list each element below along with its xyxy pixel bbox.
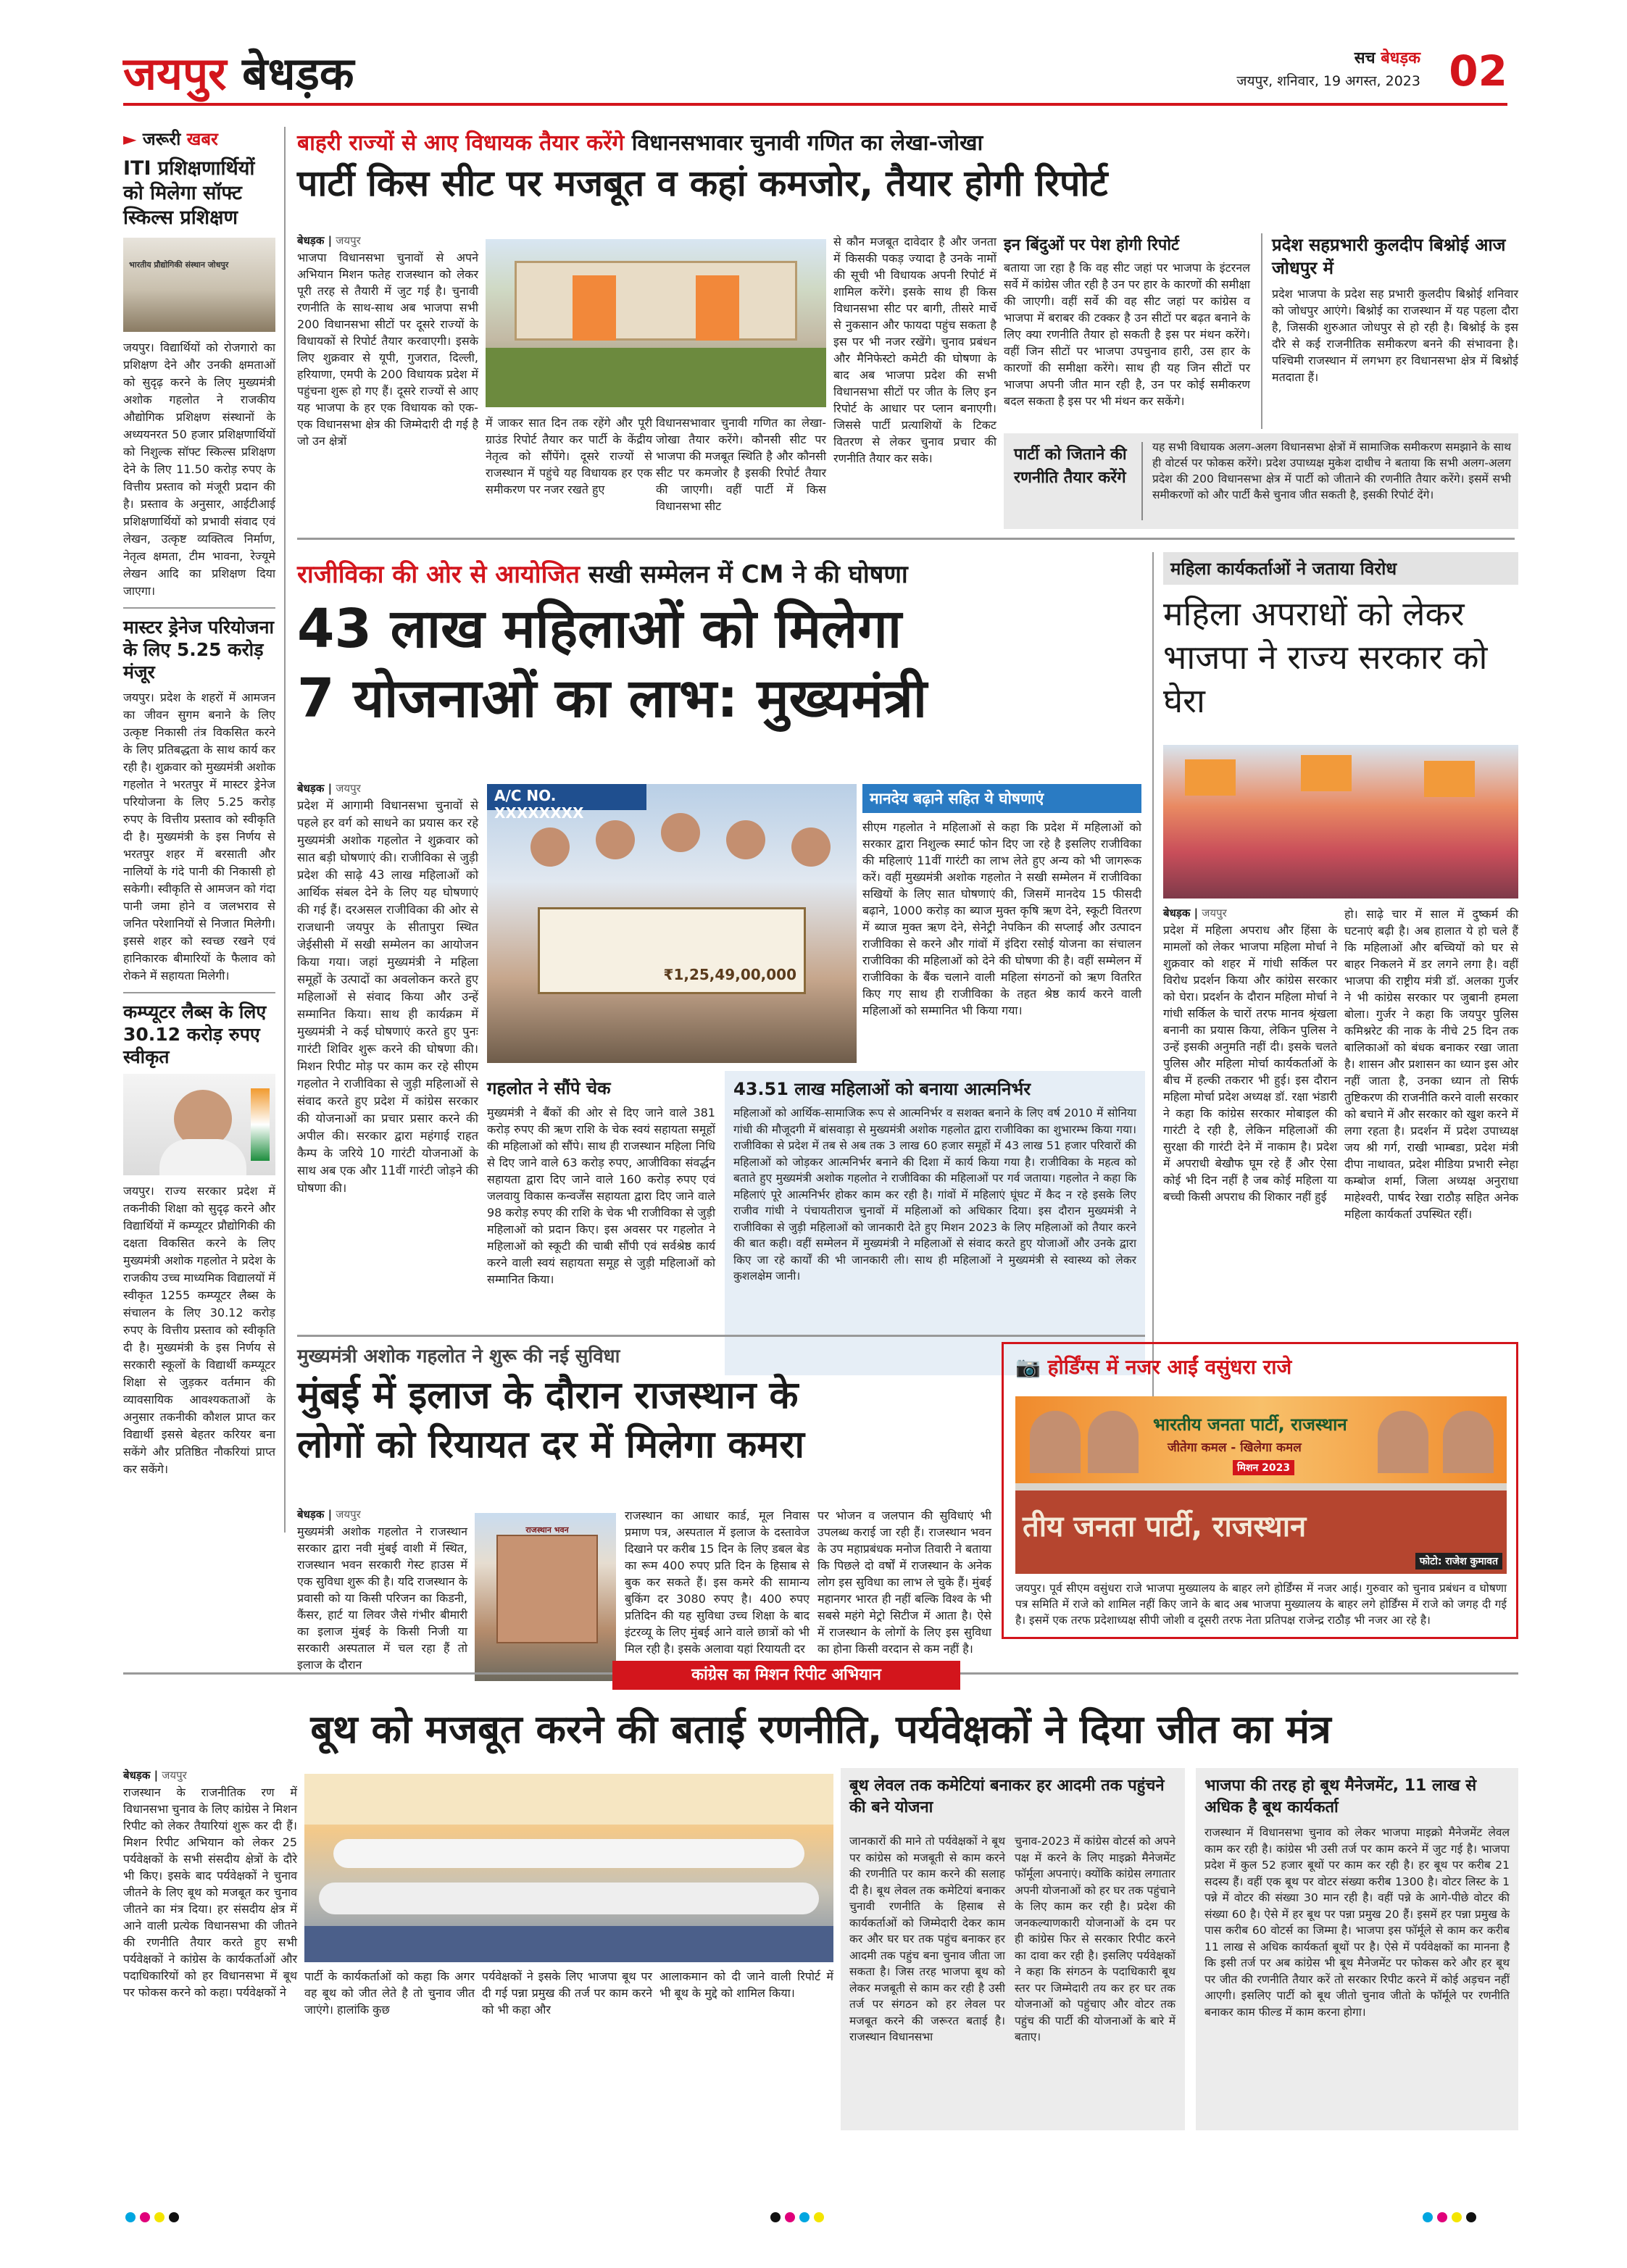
bhawan-sign: राजस्थान भवन	[525, 1525, 569, 1535]
cm-aatm-box: 43.51 लाख महिलाओं को बनाया आत्मनिर्भर महिलाओं को आर्थिक-सामाजिक रूप से आत्मनिर्भर व सशक्त बनाने के लिए वर्ष 2010 में सोनिया गांधी की मौजूदगी में बांसवाड़ा से मुख्यमंत्री अशोक गहलोत द्वारा राजीविका का शुभारम्भ किया गया। राजीविका से प्रदेश में तब से अब तक 3 लाख 60 हजार समूहों में 43 लाख 51 हजार परिवारों की महिलाओं को जोड़कर आत्मनिर्भर बनाने की दिशा में कार्य किया गया है। राजीविका के महत्व को बताते हुए मुख्यमंत्री अशोक गहलोत ने राजीविका की महिलाओं पर गर्व जताया। गहलोत ने कहा कि महिलाएं पूरे आत्मनिर्भर होकर काम कर रही है। गांवों में महिलाएं घूंघट में कैद न रहे इसके लिए राजीव गांधी ने पंचायतीराज चुनावों में महिलाओं को अधिकार दिया। इस दौरान मुख्यमंत्री ने राजीविका से जुड़ी महिलाओं को जानकारी देते हुए मिशन 2023 के लिए महिलाओं को तैयार करने की बात कही। वहीं सम्मेलन में मुख्यमंत्री ने महिलाओं से संवाद करते हुए योजाओं और उनके द्वारा किए जा रहे कार्यों की भी जानकारी ली। साथ ही महिलाओं ने मुख्यमंत्री से स्वास्थ्य को लेकर कुशलक्षेम जानी।	[725, 1071, 1145, 1375]
congress-meeting-photo	[304, 1774, 833, 1962]
masthead-rule	[123, 103, 1507, 106]
congress-box-1-head: बूथ लेवल तक कमेटियां बनाकर हर आदमी तक पहुंचने की बने योजना	[849, 1777, 1165, 1817]
bjp-strategy-body: यह सभी विधायक अलग-अलग विधानसभा क्षेत्रों में सामाजिक समीकरण समझाने के साथ ही वोटर्स पर फोकस करेंगे। प्रदेश उपाध्यक्ष मुकेश दाधीच ने बताया कि सभी अलग-अलग प्रदेश की 200 विधानसभा क्षेत्र में पार्टी को जीताने की रणनीति तैयार करेंगे। इसमें सभी समीकरणों को और पार्टी कैसे चुनाव जीत सकती है, इसकी रिपोर्ट देंगे।	[1152, 441, 1511, 501]
person-1	[530, 827, 570, 867]
women-col-2: हो। साढ़े चार में साल में दुष्कर्म की घटनाएं बढ़ी है। अब हालात ये हो चले हैं कि महिलाओं और बच्चियों को घर से बाहर निकलने में डर लगने लगा है। वहीं भाजपा की राष्ट्रीय मंत्री डॉ. अलका गुर्जर ने भी कांग्रेस सरकार पर जुबानी हमला बोला। गुर्जर ने कहा कि जयपुर पुलिस कमिश्नरेट की नाक के नीचे 25 दिन तक बालिकाओं को बंधक बनाकर रखा जाता है। शासन और प्रशासन का ध्यान इस ओर नहीं जाता है, उनका ध्यान तो सिर्फ तुष्टिकरण की राजनीति करने वाली सरकार को बचाने में और सरकार को खुश करने में लगा रहता है। प्रदर्शन में प्रदेश उपाध्यक्ष जय श्री गर्ग, राखी भाम्बडा, प्रदेश मंत्री दीपा नाथावत, प्रदेश मीडिया प्रभारी स्नेहा कम्बोज शर्मा, जिला अध्यक्ष अनुराधा माहेश्वरी, पार्षद रेखा राठौड़ सहित अनेक महिला कार्यकर्ता उपस्थित रहीं।	[1344, 907, 1518, 1221]
yellow-dot	[154, 2212, 165, 2222]
sidebar-headline-2: मास्टर ड्रेनेज परियोजना के लिए 5.25 करोड़ मंजूर	[123, 617, 274, 683]
vasundhara-headline: 📷 होर्डिंग्स में नजर आईं वसुंधरा राजे	[1015, 1355, 1292, 1379]
placard-3	[1424, 761, 1475, 797]
cheque-amount: ₹1,25,49,00,000	[663, 966, 796, 983]
masthead	[123, 36, 1507, 116]
magenta-dot	[140, 2212, 150, 2222]
vasundhara-caption: जयपुर। पूर्व सीएम वसुंधरा राजे भाजपा मुख्यालय के बाहर लगे होर्डिंग्स में नजर आई। गुरुवार को चुनाव प्रबंधन व घोषणा पत्र समिति में राजे को शामिल नहीं किए जाने के बाद अब भाजपा मुख्यालय के बाहर लगे होर्डिंग्स में राजे को जगह दी गई है। इसमें एक तरफ प्रदेशाध्यक्ष सीपी जोशी व दूसरी तरफ नेता प्रतिपक्ष राजेन्द्र राठौड़ भी नजर आ रहे है।	[1015, 1582, 1507, 1627]
mumbai-kicker: मुख्यमंत्री अशोक गहलोत ने शुरू की नई सुविधा	[297, 1346, 620, 1367]
portrait-body	[159, 1139, 246, 1175]
cm-cheque-photo	[487, 784, 857, 1063]
sidebar-story-2-body: जयपुर। प्रदेश के शहरों में आमजन का जीवन सुगम बनाने के लिए उत्कृष्ट निकासी तंत्र विकसित करने के लिए प्रतिबद्धता के साथ कार्य कर रही है। शुक्रवार को मुख्यमंत्री अशोक गहलोत ने भरतपुर में मास्टर ड्रेनेज परियोजना के लिए 5.25 करोड़ रुपए के वित्तीय प्रस्ताव को स्वीकृति दी है। मुख्यमंत्री के इस निर्णय से भरतपुर शहर में बरसाती और नालियों के गंदे पानी की निकासी हो सकेगी। स्वीकृति से आमजन को गंदा पानी जमा होने व जलभराव से जनित परेशानियों से निजात मिलेगी। इससे शहर को स्वच्छ रखने एवं हानिकारक बीमारियों के फैलाव को रोकने में सहायता मिलेगी।	[123, 691, 275, 983]
women-protest-photo	[1163, 745, 1518, 899]
congress-col-1: बेधड़क | जयपुर राजस्थान के राजनीतिक रण में विधानसभा चुनाव के लिए कांग्रेस ने मिशन रिपीट को लेकर तैयारियां शुरू कर दी हैं। मिशन रिपीट अभियान को लेकर 25 पर्यवेक्षकों के सभी संसदीय क्षेत्रों के दौरे भी किए। इसके बाद पर्यवेक्षकों ने चुनाव जीतने के लिए बूथ को मजबूत कर चुनाव जीतने का मंत्र दिया। हर संसदीय क्षेत्र में आने वाली प्रत्येक विधानसभा की जीतने की रणनीति तैयार करते हुए सभी पर्यवेक्षकों ने कांग्रेस के कार्यकर्ताओं और पदाधिकारियों को हर विधानसभा में बूथ पर फोकस करने को कहा। पर्यवेक्षकों ने	[123, 1769, 297, 1999]
sidebar-headline-1: ITI प्रशिक्षणार्थियों को मिलेगा सॉफ्ट स्किल्स प्रशिक्षण	[123, 157, 255, 229]
cheque-board	[538, 907, 806, 994]
sidebar-headline-3: कम्प्यूटर लैब्स के लिए 30.12 करोड़ रुपए स्वीकृत	[123, 1001, 267, 1067]
mumbai-story-head	[297, 1342, 993, 1469]
lawn-shape	[486, 348, 826, 407]
congress-col-3: पर्यवेक्षकों ने इसके लिए भाजपा बूथ पर दी गई पन्ना प्रमुख की तर्ज पर काम करने को भी कहा और	[482, 1969, 652, 2017]
sidebar-story-1-body: जयपुर। विद्यार्थियों को रोजगारो का प्रशिक्षण देने और उनकी क्षमताओं को सुदृढ़ करने के लिए मुख्यमंत्री अशोक गहलोत ने राजकीय औद्योगिक प्रशिक्षण संस्थानों के अध्ययनरत 50 हजार प्रशिक्षणार्थियों को निशुल्क सॉफ्ट स्किल्स प्रशिक्षण देने के लिए 11.50 करोड़ रुपए के वित्तीय प्रस्ताव को मंजूरी प्रदान की है। प्रस्ताव के अनुसार, आईटीआई प्रशिक्षणार्थियों को प्रभावी संवाद एवं लेखन, उत्कृष्ट व्यक्तित्व निर्माण, नेतृत्व क्षमता, टीम भावना, रेज्यूमे लेखन आदि का प्रशिक्षण दिया जाएगा।	[123, 341, 275, 598]
bjp-col-2: में जाकर सात दिन तक रहेंगे और पूरी ग्राउंड रिपोर्ट तैयार कर पार्टी के केंद्रीय नेतृत्व को सौंपेंगे। दूसरे राज्यों से राजस्थान में पहुंचे यह विधायक हर एक समीकरण पर नजर रखते हुए	[486, 416, 652, 496]
mumbai-headline-1: मुंबई में इलाज के दौरान राजस्थान के	[297, 1374, 799, 1417]
cm-cheque-section: गहलोत ने सौंपे चेक मुख्यमंत्री ने बैंकों की ओर से दिए जाने वाले 381 करोड़ रुपए की ऋण राशि के चेक स्वयं सहायता समूहों की महिलाओं को सौंपे। साथ ही राजस्थान महिला निधि से दिए जाने वाले 63 करोड़ रुपए, आजीविका संवर्द्धन सहायता द्वारा दिए जाने वाले 160 करोड़ रुपए एवं जलवायु विकास कन्वर्जेंस सहायता द्वारा दिए जाने वाले 98 करोड़ रुपए की राशि के चेक भी राजीविका से जुड़ी महिलाओं को प्रदान किए। इस अवसर पर गहलोत ने महिलाओं को स्कूटी की चाबी सौंपी एवं सर्वश्रेष्ठ कार्य करने वाली स्वयं सहायता समूह से जुड़ी महिलाओं को सम्मानित किया।	[487, 1076, 715, 1288]
cm-headline-2: 7 योजनाओं का लाभ: मुख्यमंत्री	[297, 667, 928, 730]
kuldeep-headline: प्रदेश सहप्रभारी कुलदीप बिश्नोई आज जोधपुर में	[1272, 235, 1506, 278]
photo-credit: फोटो: राजेश कुमावत	[1415, 1553, 1502, 1569]
dateline: जयपुर, शनिवार, 19 अगस्त, 2023	[1236, 73, 1420, 89]
mumbai-col-3: पर भोजन व जलपान की सुविधाएं भी उपलब्ध कराई जा रही हैं। राजस्थान भवन के उप महाप्रबंधक मनोज तिवारी ने बताया कि पिछले दो वर्षों में राजस्थान के अनेक लोग इस सुविधा का लाभ ले चुके हैं। मुंबई महानगर भारत ही नहीं बल्कि विश्व के भी सबसे महंगे मेट्रो सिटीज में आता है। ऐसे में राजस्थान के लोगों के लिए इस सुविधा का होना किसी वरदान से कम नहीं है।	[817, 1509, 991, 1656]
hoarding-person-4	[1443, 1411, 1494, 1473]
cm-announce-section: मानदेय बढ़ाने सहित ये घोषणाएं सीएम गहलोत ने महिलाओं से कहा कि प्रदेश में महिलाओं को सरकार द्वारा निशुल्क स्मार्ट फोन दिए जा रहे है इसलिए राजीविका की महिलाएं 11वीं गारंटी का लाभ लेते हुए अन्य को भी जागरूक करें। वहीं मुख्यमंत्री अशोक गहलोत ने सखी सम्मेलन में राजीविका सखियों के लिए सात घोषणाएं की, जिसमें मानदेय 15 फीसदी बढ़ाने, 1000 करोड़ का ब्याज मुक्त कृषि ऋण देने, स्कूटी वितरण में ब्याज मुक्त ऋण देने, सेनेट्री नेपकिन की सप्लाई और उत्पादन राजीविका से करने और गांवों में इंदिरा रसोई योजना का संचालन राजीविका की महिलाओं को देने की घोषणा की है। वहीं सम्मेलन में राजीविका के बैंक चलाने वाली महिला संगठनों को ऋण वितरित किए गए साथ ही राजीविका के तहत श्रेष्ठ कार्य करने वाली महिलाओं को सम्मानित भी किया गया।	[862, 784, 1141, 1019]
building-text: तीय जनता पार्टी, राजस्थान	[1023, 1510, 1307, 1543]
hoarding-board	[1015, 1396, 1507, 1483]
congress-box-2-head: भाजपा की तरह हो बूथ मैनेजमेंट, 11 लाख से अधिक है बूथ कार्यकर्ता	[1204, 1777, 1477, 1817]
page-number: 02	[1449, 46, 1507, 96]
vasundhara-box	[1002, 1342, 1518, 1639]
bjp-office-photo	[486, 239, 826, 407]
congress-box-2: भाजपा की तरह हो बूथ मैनेजमेंट, 11 लाख से अधिक है बूथ कार्यकर्ता राजस्थान में विधानसभा चुनाव को लेकर भाजपा माइक्रो मैनेजमेंट लेवल काम कर रही है। कांग्रेस भी उसी तर्ज पर काम करने में जुट गई है। भाजपा प्रदेश में कुल 52 हजार बूथों पर काम कर रही है। हर बूथ पर करीब 21 सदस्य हैं। वहीं एक बूथ पर वोटर संख्या करीब 1300 है। वोटर लिस्ट के 1 पन्ने में वोटर की संख्या 30 मान रही है। वहीं पन्ने के आगे-पीछे वोटर की संख्या 60 है। ऐसे में हर बूथ पर पन्ना प्रमुख 20 हैं। इसमें हर पन्ना प्रमुख के पास करीब 60 वोटर्स का जिम्मा है। भाजपा इस फॉर्मूले से काम कर करीब 11 लाख से अधिक कार्यकर्ता बूथों पर है। ऐसे में पर्यवेक्षकों का मानना है कि इसी तर्ज पर अब कांग्रेस भी बूथ मैनेजमेंट पर फोकस करे और हर बूथ पर जीत की रणनीति तैयार करें तो सरकार रिपीट करने में कोई अड़चन नहीं आएगी। इसलिए पार्टी को बूथ जीतो चुनाव जीतो के फॉर्मूले पर रणनीति बनाकर काम फील्ड में काम करना होगा।	[1196, 1768, 1518, 2130]
bjp-strategy-label: पार्टी को जिताने की रणनीति तैयार करेंगे	[1014, 446, 1127, 487]
hoarding-title: भारतीय जनता पार्टी, राजस्थान	[1153, 1414, 1347, 1435]
cyan-dot	[125, 2212, 136, 2222]
camera-icon: 📷	[1015, 1355, 1041, 1379]
person-5	[791, 827, 831, 867]
women-col-1: बेधड़क | जयपुर प्रदेश में महिला अपराध और हिंसा के मामलों को लेकर भाजपा महिला मोर्चा ने शुक्रवार को शहर में गांधी सर्किल पर विरोध प्रदर्शन किया और कांग्रेस सरकार को घेरा। प्रदर्शन के दौरान महिला मोर्चा ने गांधी सर्किल के चारों तरफ मानव श्रृंखला बनानी का प्रयास किया, लेकिन पुलिस ने उन्हें इसकी अनुमति नहीं दी। इसके चलते पुलिस और महिला मोर्चा कार्यकर्ताओं के बीच में हल्की तकरार भी हुई। इस दौरान महिला मोर्चा प्रदेश अध्यक्ष डॉ. रक्षा भंडारी ने कहा कि कांग्रेस सरकार मोबाइल की गारंटी दे रही है, लेकिन महिलाओं की सुरक्षा की गारंटी देने में नाकाम है। प्रदेश में अपराधी बेखौफ घूम रहे हैं और ऐसा कोई भी दिन नहीं है जब कोई महिला या बच्ची किसी अपराध की शिकार नहीं हुई	[1163, 906, 1337, 1204]
audience-row-1	[333, 1839, 804, 1868]
byline: बेधड़क | जयपुर	[297, 234, 361, 247]
cm-announce-label: मानदेय बढ़ाने सहित ये घोषणाएं	[862, 784, 1141, 813]
person-2	[596, 820, 635, 859]
section-rule-1	[297, 538, 1515, 540]
masthead-title: जयपुर बेधड़क	[123, 47, 354, 100]
sidebar-photo-1-caption: भारतीय प्रौद्योगिकी संस्थान जोधपुर	[129, 260, 229, 270]
building-shape	[515, 261, 797, 341]
audience-row-2	[319, 1883, 819, 1914]
brand-tag: सच बेधड़क	[1354, 49, 1420, 67]
sidebar	[123, 127, 275, 1851]
flag-banner-right	[696, 275, 739, 341]
women-headline: महिला अपराधों को लेकर भाजपा ने राज्य सरकार को घेरा	[1163, 594, 1488, 720]
print-marks-left	[123, 2211, 181, 2225]
congress-col-2: पार्टी के कार्यकर्ताओं को कहा कि अगर वह बूथ को जीत लेते है तो चुनाव जीत जाएंगे। हालांकि कुछ	[304, 1969, 475, 2017]
congress-banner: कांग्रेस का मिशन रिपीट अभियान	[612, 1661, 960, 1690]
tent-canopy	[304, 1774, 833, 1825]
cm-story-head	[297, 556, 1138, 733]
black-dot	[169, 2212, 179, 2222]
cm-headline-1: 43 लाख महिलाओं को मिलेगा	[297, 598, 902, 660]
hoarding-slogan: जीतेगा कमल - खिलेगा कमल	[1168, 1441, 1302, 1455]
print-marks-right	[1420, 2211, 1478, 2225]
cm-cheque-head: गहलोत ने सौंपे चेक	[487, 1078, 611, 1098]
placard-2	[1301, 755, 1352, 791]
bjp-headline: पार्टी किस सीट पर मजबूत व कहां कमजोर, तैयार होगी रिपोर्ट	[297, 162, 1108, 204]
bjp-col-1: बेधड़क | जयपुर भाजपा विधानसभा चुनावों से अपने अभियान मिशन फतेह राजस्थान को लेकर पूरी तरह से तैयारी में जुट गई है। चुनावी रणनीति के साथ-साथ अब भाजपा सभी 200 विधानसभा सीटों पर दूसरे राज्यों के विधायकों से रिपोर्ट तैयार करवाएगी। इसके लिए शुक्रवार से यूपी, गुजरात, दिल्ली, हरियाणा, एमपी के 200 विधायक प्रदेश में पहुंचना शुरू हो गए हैं। दूसरे राज्यों से आए यह भाजपा के हर एक विधायक को एक-एक विधानसभा क्षेत्र की जिम्मेदारी दी गई है जो उन क्षेत्रों	[297, 234, 478, 448]
bjp-strategy-box	[1004, 433, 1518, 529]
bjp-sub-section: इन बिंदुओं पर पेश होगी रिपोर्ट बताया जा रहा है कि वह सीट जहां पर भाजपा के इंटरनल सर्वे में कांग्रेस जीत रही है उन पर हार के कारणों की समीक्षा की जाएगी। वहीं सर्वे की वह सीट जहां पर कांग्रेस व भाजपा में बराबर की टक्कर है उन सीटों पर बढ़त बनाने के लिए क्या रणनीति तैयार हो सकती है इस पर मंथन करेंगे। वहीं जिन सीटों पर भाजपा उपचुनाव हारी, उस हार के कारणों की समीक्षा करेंगे। साथ ही यह जिन सीटों पर भाजपा अपनी जीत मान रही है, उन पर कोई समीकरण बदल सकता है इस पर भी मंथन कर सकेंगे।	[1004, 233, 1250, 409]
cm-kicker: राजीविका की ओर से आयोजित सखी सम्मेलन में CM ने की घोषणा	[297, 560, 908, 589]
bjp-sub-head: इन बिंदुओं पर पेश होगी रिपोर्ट	[1004, 236, 1180, 254]
flag-banner-left	[573, 275, 616, 341]
hoarding-person-2	[1088, 1411, 1139, 1473]
bjp-kicker: बाहरी राज्यों से आए विधायक तैयार करेंगे विधानसभावार चुनावी गणित का लेखा-जोखा	[297, 130, 983, 156]
sidebar-divider-1	[123, 607, 275, 609]
bjp-col-4: से कौन मजबूत दावेदार है और जनता में किसकी पकड़ ज्यादा है उनके नामों की सूची भी विधायक अपनी रिपोर्ट में शामिल करेंगे। इसके साथ ही किस विधानसभा सीट पर बागी, तीसरे मार्चे से नुकसान और फायदा पहुंच सकता है इस पर भी नजर रखेंगे। चुनाव प्रबंधन और मैनिफेस्टो कमेटी की घोषणा के बाद अब भाजपा प्रदेश की सभी विधानसभा सीटों पर जीत के लिए इन रिपोर्ट के आधार पर प्लान बनाएगी। जिससे पार्टी प्रत्याशियों के टिकट वितरण से लेकर चुनाव प्रचार की रणनीति तैयार कर सके।	[833, 235, 996, 465]
building-wall	[1015, 1491, 1507, 1574]
rajasthan-bhawan-photo	[475, 1513, 616, 1681]
audience-row-3	[304, 1926, 833, 1962]
box-divider	[1141, 442, 1143, 520]
person-3	[661, 813, 700, 852]
congress-headline: बूथ को मजबूत करने की बताई रणनीति, पर्यवेक्षकों ने दिया जीत का मंत्र	[310, 1706, 1331, 1752]
building-facade	[496, 1535, 598, 1643]
sidebar-rule	[284, 127, 286, 1533]
mumbai-headline-2: लोगों को रियायत दर में मिलेगा कमरा	[297, 1423, 804, 1467]
bjp-col-3: विधानसभावार चुनावी गणित का लेखा-जोखा तैयार करेंगे। कौनसी सीट पर भाजपा की मजबूत स्थिति है और कौनसी सीट पर कमजोर है इसकी रिपोर्ट तैयार की जाएगी। वहीं पार्टी में किस विधानसभा सीट	[656, 416, 826, 513]
flag-icon	[251, 1088, 270, 1161]
hoarding-person-1	[1030, 1411, 1081, 1473]
sidebar-story-3-body: जयपुर। राज्य सरकार प्रदेश में तकनीकी शिक्षा को सुदृढ़ करने और विद्यार्थियों में कम्प्यूटर प्रौद्योगिकी की दक्षता विकसित करने के लिए मुख्यमंत्री अशोक गहलोत ने प्रदेश के राजकीय उच्च माध्यमिक विद्यालयों में स्वीकृत 1255 कम्प्यूटर लैब्स के संचालन के लिए 30.12 करोड़ रुपए के वित्तीय प्रस्ताव को स्वीकृति दी है। मुख्यमंत्री के इस निर्णय से सरकारी स्कूलों के विद्यार्थी कम्प्यूटर शिक्षा से जुड़कर वर्तमान की व्यावसायिक आवश्यकताओं के अनुसार तकनीकी कौशल प्राप्त कर विद्यार्थी इससे बेहतर करियर बना सकेंगे और प्रतिष्ठित नौकरियां प्राप्त कर सकेंगे।	[123, 1184, 275, 1476]
congress-box-1: बूथ लेवल तक कमेटियां बनाकर हर आदमी तक पहुंचने की बने योजना जानकारों की माने तो पर्यवेक्षकों ने बूथ पर कांग्रेस को मजबूती से काम करने की रणनीति पर काम करने की सलाह दी है। बूथ लेवल तक कमेटियां बनाकर चुनावी रणनीति के हिसाब से कार्यकर्ताओं को जिम्मेदारी देकर काम कर और घर घर तक पहुंच बनाकर हर आदमी तक पहुंच बना चुनाव जीता जा सकता है। जिस तरह भाजपा बूथ को लेकर मजबूती से काम कर रही है उसी तर्ज पर संगठन को हर लेवल पर मजबूत करने की जरूरत बताई है। राजस्थान विधानसभा चुनाव-2023 में कांग्रेस वोटर्स को अपने पक्ष में करने के लिए माइक्रो मैनेजमेंट फॉर्मूला अपनाएं। क्योंकि कांग्रेस लगातार अपनी योजनाओं को हर घर तक पहुंचाने के लिए काम कर रही है। प्रदेश की जनकल्याणकारी योजनाओं के दम पर ही कांग्रेस फिर से सरकार रिपीट करने का दावा कर रही है। इसलिए पर्यवेक्षकों ने कहा कि संगठन के पदाधिकारी बूथ स्तर पर जिम्मेदारी तय कर हर घर तक योजनाओं को पहुंचाए और वोटर तक पहुंच की पार्टी की योजनाओं के बारे में बताए।	[841, 1768, 1185, 2130]
sidebar-photo-1	[123, 238, 275, 332]
women-story	[1163, 552, 1518, 722]
hoarding-year: मिशन 2023	[1233, 1460, 1294, 1475]
kuldeep-story: प्रदेश सहप्रभारी कुलदीप बिश्नोई आज जोधपुर में प्रदेश भाजपा के प्रदेश सह प्रभारी कुलदीप बिश्नोई शनिवार को जोधपुर आएंगे। बिश्नोई का राजस्थान में यह पहला दौरा है, जिसकी शुरुआत जोधपुर से हो रही है। बिश्नोई के इस दौरे से कई राजनीतिक समीकरण बनने की संभावना है। पश्चिमी राजस्थान में लगभग हर विधानसभा क्षेत्र में बिश्नोई मतदाता हैं।	[1272, 235, 1518, 384]
kuldeep-rule	[1261, 233, 1262, 429]
cm-aatm-head: 43.51 लाख महिलाओं को बनाया आत्मनिर्भर	[733, 1079, 1031, 1099]
person-4	[726, 820, 765, 859]
sidebar-divider-2	[123, 992, 275, 993]
sidebar-photo-3	[123, 1074, 275, 1175]
placard-1	[1185, 759, 1236, 796]
mumbai-col-1: बेधड़क | जयपुर मुख्यमंत्री अशोक गहलोत ने राजस्थान सरकार द्वारा नवी मुंबई वाशी में स्थित, राजस्थान भवन सरकारी गेस्ट हाउस में एक सुविधा शुरू की है। यदि राजस्थान के प्रवासी को या किसी परिजन का किडनी, कैंसर, हार्ट या लिवर जैसे गंभीर बीमारी का इलाज मुंबई के किसी निजी या सरकारी अस्पताल में चल रहा हैं तो इलाज के दौरान	[297, 1508, 467, 1672]
hoarding-photo	[1015, 1396, 1507, 1574]
sidebar-label: ► जरूरी खबर	[123, 129, 218, 149]
congress-col-4: आलाकमान को दी जाने वाली रिपोर्ट में भी बूथ के मुद्दे को शामिल किया।	[659, 1969, 833, 2000]
section-rule-2	[297, 1335, 1145, 1337]
cm-col-1: बेधड़क | जयपुर प्रदेश में आगामी विधानसभा चुनावों से पहले हर वर्ग को साधने का प्रयास कर रहे मुख्यमंत्री अशोक गहलोत ने शुक्रवार को सात बड़ी घोषणाएं की। राजीविका से जुड़ी प्रदेश की साढ़े 43 लाख महिलाओं को आर्थिक संबल देने के लिए यह घोषणाएं की गई हैं। दरअसल राजीविका की ओर से राजधानी जयपुर के सीतापुरा स्थित जेईसीसी में सखी सम्मेलन का आयोजन किया गया। जहां मुख्यमंत्री ने महिला समूहों के उत्पादों का अवलोकन करते हुए महिलाओं से संवाद किया और उन्हें सम्मानित किया। साथ ही कार्यक्रम में मुख्यमंत्री ने कई घोषणाएं करते हुए पुनः गारंटी शिविर शुरू करने की घोषणा की। मिशन रिपीट मोड़ पर काम कर रहे सीएम गहलोत ने राजीविका से जुड़ी महिलाओं से संवाद करते हुए प्रदेश में कांग्रेस सरकार की योजनाओं का प्रचार प्रसार करने की अपील की। सरकार द्वारा महंगाई राहत कैम्प के जरिये 10 गारंटी योजनाओं के साथ अब एक और 11वीं गारंटी जोड़ने की घोषणा की।	[297, 782, 478, 1195]
mumbai-col-2: राजस्थान का आधार कार्ड, मूल निवास प्रमाण पत्र, अस्पताल में इलाज के दस्तावेज दिखाने पर करीब 15 दिन के लिए डबल बेड का रूम 400 रुपए प्रति दिन के हिसाब से बुक कर सकते हैं। इस कमरे की सामान्य बुकिंग दर 3080 रुपए है। 400 रुपए प्रतिदिन की यह सुविधा उच्च शिक्षा के बाद इंटरव्यू के लिए मुंबई आने वाले छात्रों को भी मिल रही है। इसके अलावा यहां रियायती दर	[625, 1509, 810, 1656]
print-marks-center	[768, 2211, 826, 2225]
cheque-account-tag: A/C NO. XXXXXXXX	[487, 784, 646, 810]
women-kicker: महिला कार्यकर्ताओं ने जताया विरोध	[1163, 552, 1518, 585]
hoarding-person-3	[1378, 1411, 1428, 1473]
